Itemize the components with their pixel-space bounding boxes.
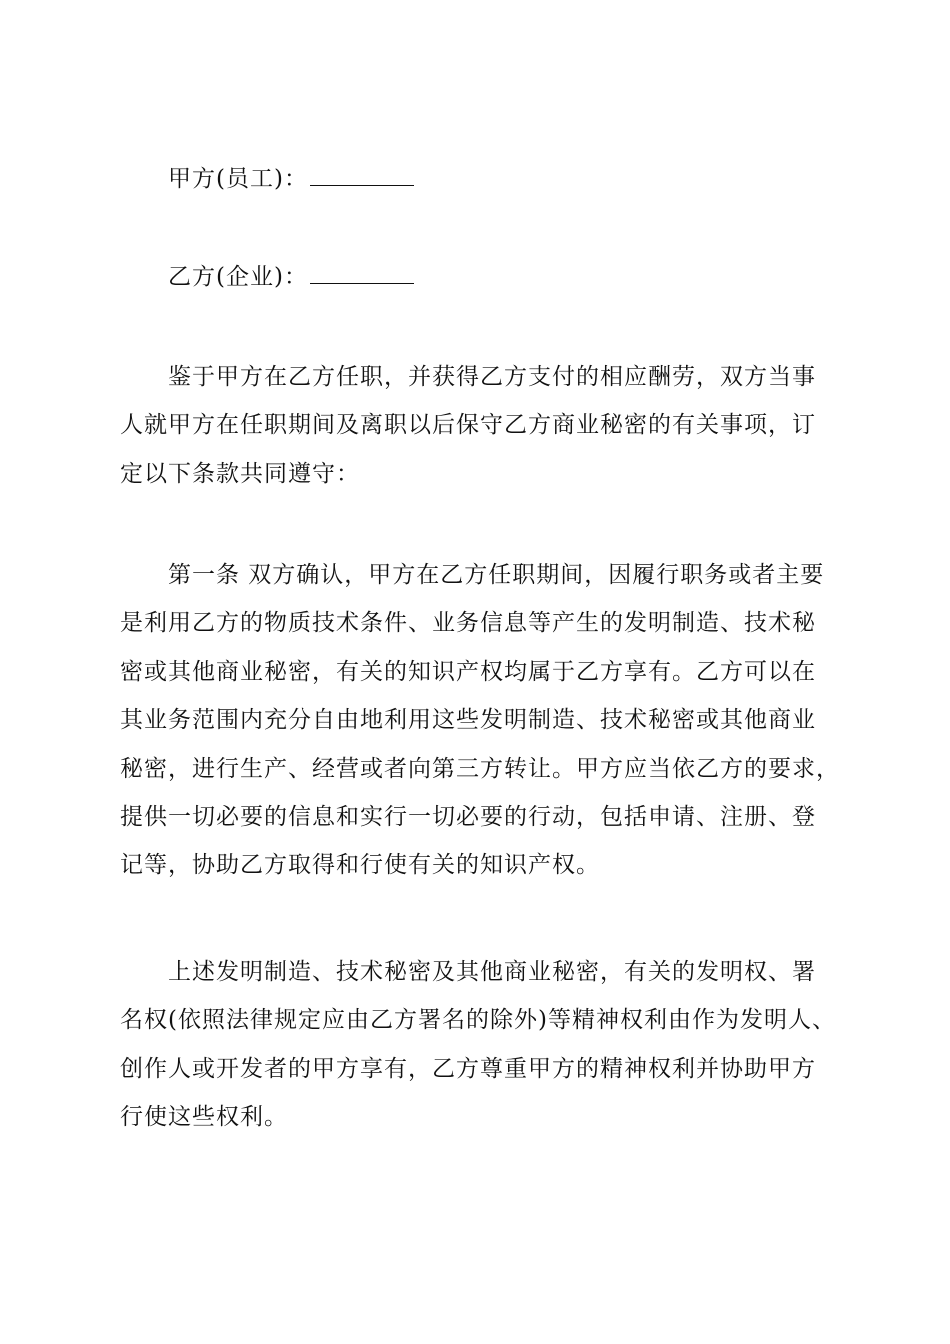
- party-a-blank-line[interactable]: [310, 167, 414, 186]
- party-b-label: 乙方(企业)：: [168, 264, 308, 290]
- party-b-blank-line[interactable]: [310, 265, 414, 284]
- moral-rights-line: 名权(依照法律规定应由乙方署名的除外)等精神权利由作为发明人、: [120, 1007, 836, 1033]
- preamble-line: 定以下条款共同遵守：: [120, 461, 360, 487]
- article-1-line: 其业务范围内充分自由地利用这些发明制造、技术秘密或其他商业: [120, 707, 816, 733]
- article-1-line: 提供一切必要的信息和实行一切必要的行动，包括申请、注册、登: [120, 804, 816, 830]
- preamble-line: 鉴于甲方在乙方任职，并获得乙方支付的相应酬劳，双方当事: [168, 364, 816, 390]
- preamble-line: 人就甲方在任职期间及离职以后保守乙方商业秘密的有关事项，订: [120, 412, 816, 438]
- article-1-line: 是利用乙方的物质技术条件、业务信息等产生的发明制造、技术秘: [120, 610, 816, 636]
- party-a-label: 甲方(员工)：: [168, 166, 308, 192]
- moral-rights-line: 行使这些权利。: [120, 1104, 288, 1130]
- article-1-line: 记等，协助乙方取得和行使有关的知识产权。: [120, 852, 600, 878]
- moral-rights-line: 上述发明制造、技术秘密及其他商业秘密，有关的发明权、署: [168, 959, 816, 985]
- article-1-line: 秘密，进行生产、经营或者向第三方转让。甲方应当依乙方的要求，: [120, 756, 840, 782]
- party-a-field: [168, 164, 840, 194]
- party-b-field: [168, 262, 840, 292]
- moral-rights-line: 创作人或开发者的甲方享有，乙方尊重甲方的精神权利并协助甲方: [120, 1056, 816, 1082]
- article-1-line: 第一条 双方确认，甲方在乙方任职期间，因履行职务或者主要: [168, 562, 825, 588]
- article-1-line: 密或其他商业秘密，有关的知识产权均属于乙方享有。乙方可以在: [120, 659, 816, 685]
